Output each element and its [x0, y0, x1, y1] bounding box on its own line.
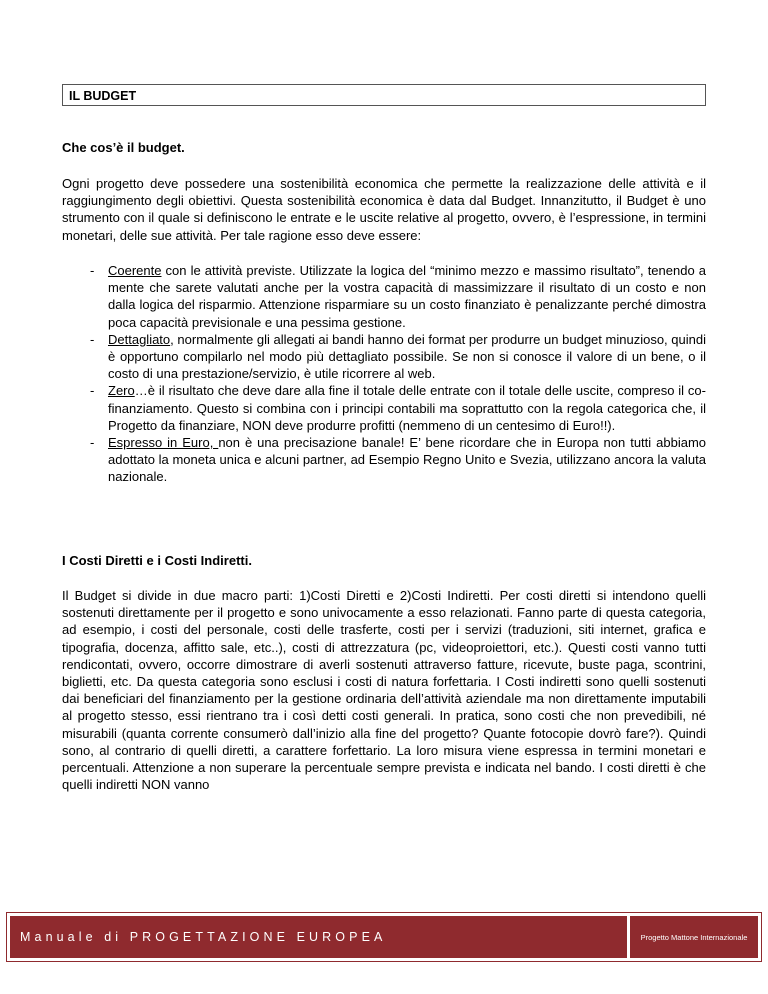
footer-project: Progetto Mattone Internazionale — [627, 916, 758, 958]
body-paragraph: Il Budget si divide in due macro parti: 1)Costi Diretti e 2)Costi Indiretti. Per costi diretti si intendono quelli sostenuti direttamente per il progetto e sono univocamente a esso relazionati. Fanno parte di questa categoria, ad esempio, i costi del personale, costi delle trasferte, costi per i servizi (traduzioni, siti internet, grafica e tipografia, docenza, affitto sale, etc..), costi di attrezzatura (pc, videoproiettori, etc.). Questi costi vanno tutti rendicontati, ovvero, occorre dimostrare di averli sostenuti attraverso fatture, ricevute, buste paga, scontrini, biglietti, etc. Da questa categoria sono esclusi i costi di natura forfettaria. I Costi indiretti sono quelli sostenuti dai beneficiari del finanziamento per la gestione ordinaria dell’attività aziendale ma non direttamente imputabili al progetto stesso, essi rientrano tra i così detti costi generali. In pratica, sono costi che non prevedibili, né misurabili (quanta corrente consumerò dall’inizio alla fine del progetto? Quante fotocopie dovrò fare?). Quindi sono, al contrario di quelli diretti, a carattere forfettario. La loro misura viene espressa in termini monetari e percentuali. Attenzione a non superare la percentuale sempre prevista e indicata nel bando. I costi diretti è che quelli indiretti NON vanno — [62, 588, 706, 793]
item-text: non è una precisazione banale! E’ bene ricordare che in Europa non tutti abbiamo adottato la moneta unica e alcuni partner, ad Esempio Regno Unito e Svezia, utilizzano ancora la valuta nazionale. — [108, 435, 707, 485]
item-term: Zero — [108, 383, 135, 399]
item-term: Coerente — [108, 263, 162, 278]
footer-title: Manuale di PROGETTAZIONE EUROPEA — [20, 930, 387, 944]
item-term: Espresso in Euro, — [108, 435, 219, 451]
item-text: …è il risultato che deve dare alla fine il totale delle entrate con il totale delle uscite, compreso il co-finanziamento. Questo si combina con i principi contabili ma soprattutto con la regola categorica che, il Progetto da finanziare, NON deve produrre profitti (nemmeno di un centesimo di Euro!!). — [108, 383, 706, 433]
heading-costs: I Costi Diretti e i Costi Indiretti. — [62, 553, 252, 568]
heading-budget: Che cos’è il budget. — [62, 140, 185, 155]
list-item: - Dettagliato, normalmente gli allegati ai bandi hanno dei format per produrre un budget minuzioso, quindi è opportuno compilarlo nel modo più dettagliato possibile. Se non si conosce il valore di un bene, o il costo di una prestazione/servizio, è utile ricorrere al web. — [90, 331, 706, 382]
item-text: con le attività previste. Utilizzate la logica del “minimo mezzo e massimo risultato”, tenendo a mente che sarete valutati anche per la vostra capacità di massimizzare il risultato di un costo e non dalla logica del risparmio. Attenzione risparmiare su un costo finanziato è penalizzante perché dimostra poca capacità previsionale e una pessima gestione. — [108, 263, 706, 330]
list-item: - Espresso in Euro, non è una precisazione banale! E’ bene ricordare che in Europa non tutti abbiamo adottato la moneta unica e alcuni partner, ad Esempio Regno Unito e Svezia, utilizzano ancora la valuta nazionale. — [90, 435, 707, 485]
section-title: IL BUDGET — [62, 84, 706, 106]
list-item: - Coerente con le attività previste. Utilizzate la logica del “minimo mezzo e massimo risultato”, tenendo a mente che sarete valutati anche per la vostra capacità di massimizzare il risultato di un costo e non dalla logica del risparmio. Attenzione risparmiare su un costo finanziato è penalizzante perché dimostra poca capacità previsionale e una pessima gestione. — [90, 263, 706, 330]
requirements-list — [62, 262, 706, 486]
intro-paragraph: Ogni progetto deve possedere una sostenibilità economica che permette la realizzazione delle attività e il raggiungimento degli obiettivi. Questa sostenibilità economica è data dal Budget. Innanzitutto, il Budget è uno strumento con il quale si definiscono le entrate e le uscite relative al progetto, ovvero, è l’espressione, in termini monetari, delle sue attività. Per tale ragione esso deve essere: — [62, 176, 706, 243]
item-text: , normalmente gli allegati ai bandi hanno dei format per produrre un budget minuzioso, quindi è opportuno compilarlo nel modo più dettagliato possibile. Se non si conosce il valore di un bene, o il costo di una prestazione/servizio, è utile ricorrere al web. — [108, 331, 706, 382]
footer — [6, 912, 762, 962]
item-term: Dettagliato — [108, 331, 171, 347]
list-item: - Zero…è il risultato che deve dare alla fine il totale delle entrate con il totale delle uscite, compreso il co-finanziamento. Questo si combina con i principi contabili ma soprattutto con la regola categorica che, il Progetto da finanziare, NON deve produrre profitti (nemmeno di un centesimo di Euro!!). — [90, 383, 706, 433]
